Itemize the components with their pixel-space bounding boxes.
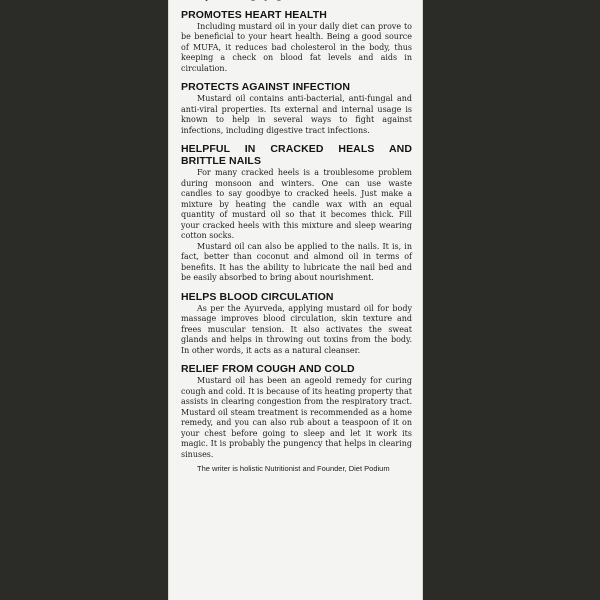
author-byline: The writer is holistic Nutritionist and Founder, Diet Podium: [197, 464, 390, 473]
section-heading: HELPS BLOOD CIRCULATION: [181, 290, 334, 303]
section-cough-cold: [181, 363, 412, 460]
section-paragraph: Mustard oil contains anti-bacterial, anti-fungal and anti-viral properties. Its external and internal usage is known to help in several ways to fight against infections, including digestive tract infections.: [181, 94, 412, 135]
section-protects-infection: [181, 81, 412, 136]
section-paragraph: Including mustard oil in your daily diet can prove to be beneficial to your heart health. Being a good source of MUFA, it reduces bad cholesterol in the body, thus keeping a check on blood fat levels and aids in circulation.: [181, 21, 412, 73]
section-heading: HELPFUL IN CRACKED HEALS AND BRITTLE NAILS: [181, 143, 412, 167]
newspaper-column: [168, 0, 423, 600]
section-paragraph: For many cracked heels is a troublesome problem during monsoon and winters. One can use waste candles to say goodbye to cracked heels. Just make a mixture by heating the candle wax with an equal quantity of mustard oil so that it becomes thick. Fill your cracked heels with this mixture and sleep wearing cotton socks.: [181, 168, 412, 240]
lead-fragment: [181, 0, 412, 3]
section-paragraph: As per the Ayurveda, applying mustard oil for body massage improves blood circulation, skin texture and frees muscular tension. It also activates the sweat glands and helps in throwing out toxins from the body. In other words, it acts as a natural cleanser.: [181, 303, 412, 355]
section-heart-health: [181, 9, 412, 75]
section-paragraph: Mustard oil has been an ageold remedy for curing cough and cold. It is because of its heating property that assists in clearing congestion from the respiratory tract. Mustard oil steam treatment is recommended as a home remedy, and you can also rub about a teaspoon of it on your chest before going to sleep and let it work its magic. It is probably the pungency that helps in clearing sinuses.: [181, 376, 412, 459]
section-heading: PROMOTES HEART HEALTH: [181, 8, 327, 21]
section-blood-circulation: [181, 291, 412, 357]
section-heading: PROTECTS AGAINST INFECTION: [181, 81, 351, 93]
section-paragraph: Mustard oil can also be applied to the nails. It is, in fact, better than coconut and almond oil in terms of benefits. It has the ability to lubricate the nail bed and be easily absorbed to bring about nourishment.: [181, 241, 412, 282]
section-cracked-heals: [181, 143, 412, 284]
article-body: [181, 0, 412, 474]
section-heading: RELIEF FROM COUGH AND COLD: [181, 363, 355, 375]
